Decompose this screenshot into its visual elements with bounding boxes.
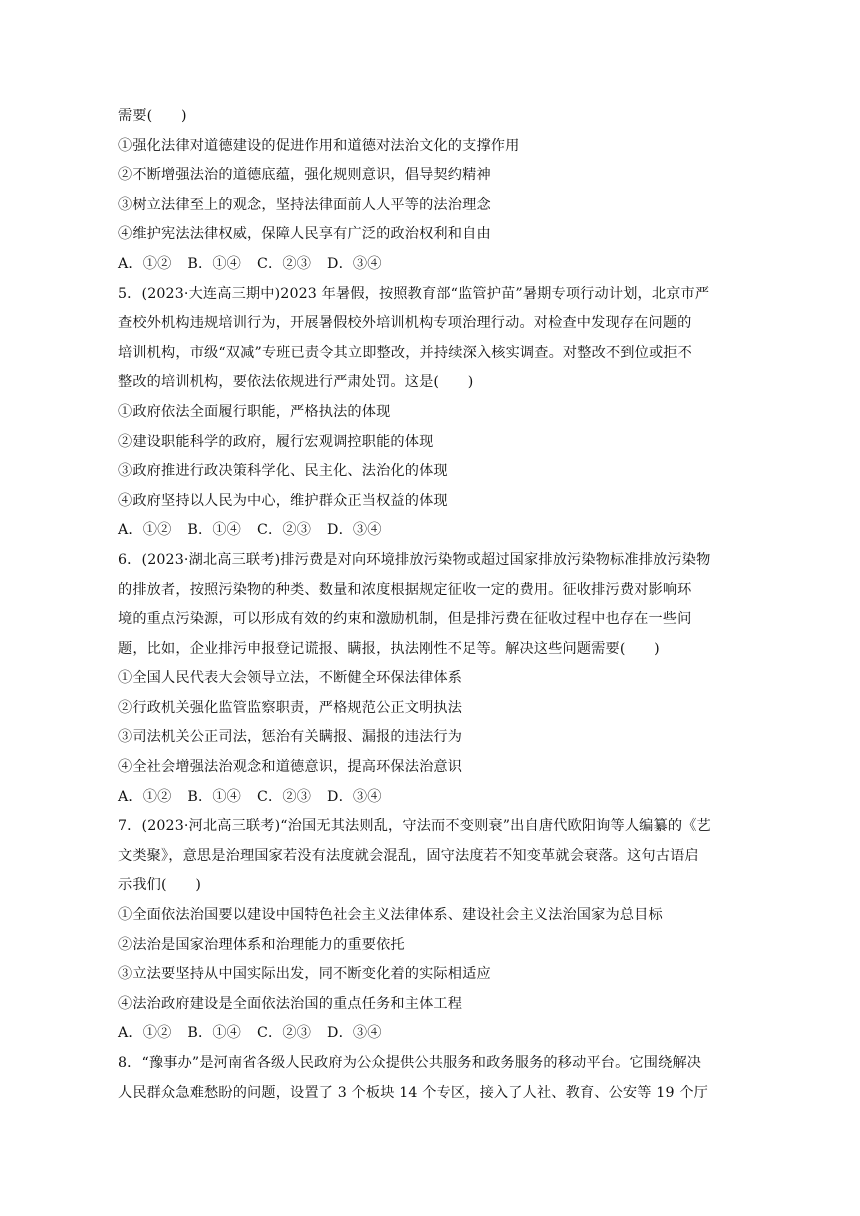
option-d: D．③④ <box>327 788 382 805</box>
question-8 <box>118 1049 744 1108</box>
question-4-tail <box>118 102 744 280</box>
option-b: B．①④ <box>187 1025 242 1042</box>
question-stem-line: 的排放者，按照污染物的种类、数量和浓度根据规定征收一定的费用。征收排污费对影响环 <box>118 581 692 598</box>
question-stem-line: 人民群众急难愁盼的问题，设置了 3 个板块 14 个专区，接入了人社、教育、公安等 19 个厅 <box>118 1084 708 1101</box>
choice-item: ③政府推进行政决策科学化、民主化、法治化的体现 <box>118 463 448 480</box>
option-a: A．①② <box>118 522 172 539</box>
question-stem-line: 整改的培训机构，要依法依规进行严肃处罚。这是( ) <box>118 374 474 391</box>
question-stem-line: 需要( ) <box>118 108 187 124</box>
answer-options <box>118 516 744 546</box>
document-page <box>118 102 744 1108</box>
option-b: B．①④ <box>187 788 242 805</box>
option-c: C．②③ <box>257 1025 312 1042</box>
answer-options <box>118 1019 744 1049</box>
question-stem-line: 查校外机构违规培训行为，开展暑假校外培训机构专项治理行动。对检查中发现存在问题的 <box>118 315 692 332</box>
option-a: A．①② <box>118 255 172 272</box>
question-6 <box>118 546 744 812</box>
option-b: B．①④ <box>187 255 242 272</box>
question-stem-line: 题，比如，企业排污申报登记谎报、瞒报，执法刚性不足等。解决这些问题需要( ) <box>118 640 660 657</box>
choice-item: ②行政机关强化监管监察职责，严格规范公正文明执法 <box>118 699 463 716</box>
choice-item: ①政府依法全面履行职能，严格执法的体现 <box>118 403 391 420</box>
question-stem-line: 境的重点污染源，可以形成有效的约束和激励机制，但是排污费在征收过程中也存在一些问 <box>118 611 692 628</box>
choice-item: ④政府坚持以人民为中心，维护群众正当权益的体现 <box>118 492 448 509</box>
question-stem-line: 6．(2023·湖北高三联考)排污费是对向环境排放污染物或超过国家排放污染物标准排放污染物 <box>118 551 711 568</box>
choice-item: ③立法要坚持从中国实际出发，同不断变化着的实际相适应 <box>118 966 491 983</box>
choice-item: ④维护宪法法律权威，保障人民享有广泛的政治权利和自由 <box>118 226 491 243</box>
choice-item: ④法治政府建设是全面依法治国的重点任务和主体工程 <box>118 995 463 1012</box>
question-stem-line: 培训机构，市级“双减”专班已责令其立即整改，并持续深入核实调查。对整改不到位或拒不 <box>118 344 692 361</box>
answer-options <box>118 783 744 813</box>
question-5 <box>118 280 744 546</box>
option-a: A．①② <box>118 1025 172 1042</box>
choice-item: ②建设职能科学的政府，履行宏观调控职能的体现 <box>118 433 434 450</box>
option-d: D．③④ <box>327 522 382 539</box>
option-c: C．②③ <box>257 788 312 805</box>
choice-item: ③司法机关公正司法，惩治有关瞒报、漏报的违法行为 <box>118 729 463 746</box>
option-b: B．①④ <box>187 522 242 539</box>
option-c: C．②③ <box>257 255 312 272</box>
choice-item: ①强化法律对道德建设的促进作用和道德对法治文化的支撑作用 <box>118 137 520 154</box>
choice-item: ②法治是国家治理体系和治理能力的重要依托 <box>118 936 405 953</box>
question-stem-line: 文类聚》，意思是治理国家若没有法度就会混乱，固守法度若不知变革就会衰落。这句古语启 <box>118 847 699 864</box>
question-stem-line: 7．(2023·河北高三联考)“治国无其法则乱，守法而不变则衰”出自唐代欧阳询等人编纂的《艺 <box>118 818 711 835</box>
choice-item: ①全国人民代表大会领导立法，不断健全环保法律体系 <box>118 670 463 687</box>
question-stem-line: 5．(2023·大连高三期中)2023 年暑假，按照教育部“监管护苗”暑期专项行动计划，北京市严 <box>118 285 710 302</box>
option-a: A．①② <box>118 788 172 805</box>
choice-item: ③树立法律至上的观念，坚持法律面前人人平等的法治理念 <box>118 196 491 213</box>
choice-item: ④全社会增强法治观念和道德意识，提高环保法治意识 <box>118 759 463 776</box>
choice-item: ①全面依法治国要以建设中国特色社会主义法律体系、建设社会主义法治国家为总目标 <box>118 907 663 924</box>
question-stem-line: 8．“豫事办”是河南省各级人民政府为公众提供公共服务和政务服务的移动平台。它围绕解决 <box>118 1055 702 1071</box>
option-d: D．③④ <box>327 255 382 272</box>
choice-item: ②不断增强法治的道德底蕴，强化规则意识，倡导契约精神 <box>118 167 491 184</box>
option-d: D．③④ <box>327 1025 382 1042</box>
question-stem-line: 示我们( ) <box>118 877 202 894</box>
question-7 <box>118 812 744 1049</box>
answer-options <box>118 250 744 280</box>
option-c: C．②③ <box>257 522 312 539</box>
